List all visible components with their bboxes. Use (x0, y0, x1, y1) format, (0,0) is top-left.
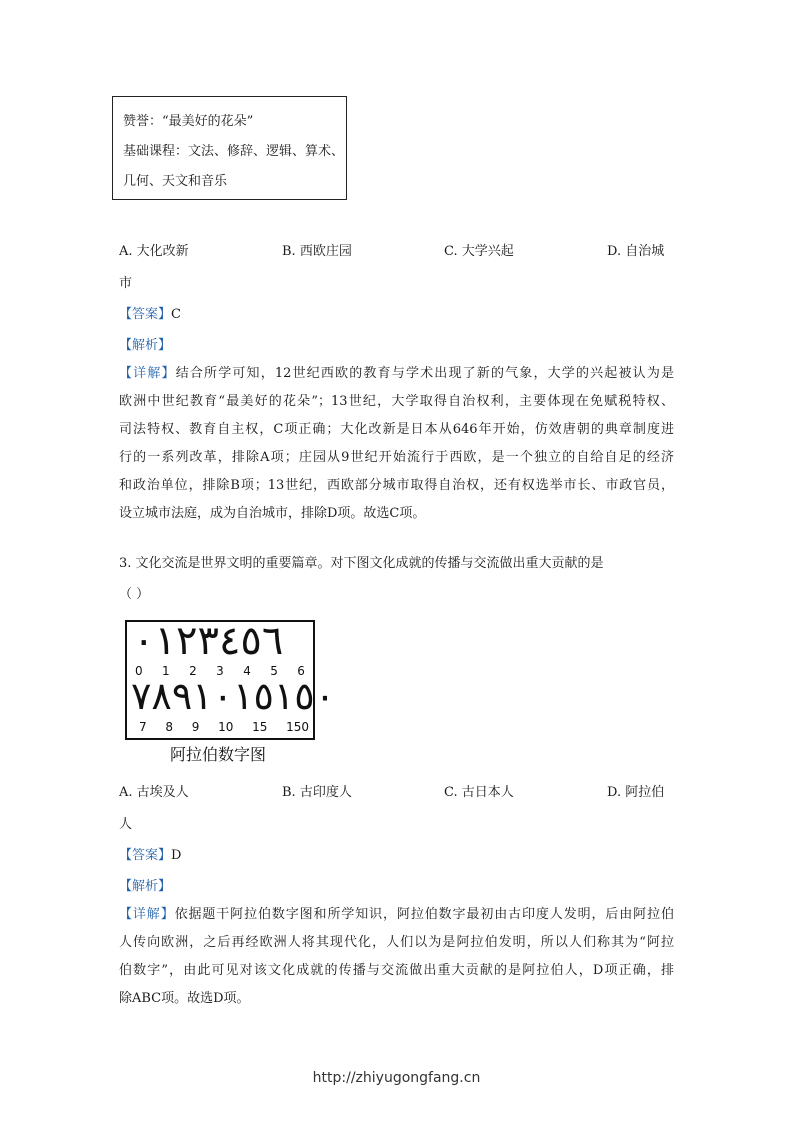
arabic-digits-bottom: ٧٨٩١٠١٥١٥٠ (131, 674, 336, 718)
q3-paren: （ ） (119, 587, 150, 602)
detail-line: 司法特权、教育自主权，C项正确；大化改新是日本从646年开始，仿效唐朝的典章制度进 (119, 422, 674, 437)
detail-line: 欧洲中世纪教育“最美好的花朵”；13世纪，大学取得自治权利，主要体现在免赋税特权、 (119, 394, 674, 409)
q2-option-d: D. 自治城 (607, 244, 665, 259)
box-line-courses-cont: 几何、天文和音乐 (123, 174, 228, 189)
q3-option-a: A. 古埃及人 (119, 785, 189, 800)
answer-value: C (171, 307, 181, 322)
detail-line: 人传向欧洲，之后再经欧洲人将其现代化，人们以为是阿拉伯发明，所以人们称其为“阿拉 (119, 935, 674, 950)
q3-answer (119, 844, 181, 863)
detail-line: 【详解】结合所学可知，12世纪西欧的教育与学术出现了新的气象，大学的兴起被认为是 (119, 366, 674, 381)
western-digits-bottom: 7 8 9 10 15 150 (139, 720, 309, 734)
q2-analysis-tag: 【解析】 (119, 338, 172, 353)
q2-option-a: A. 大化改新 (119, 244, 189, 259)
q3-stem: 3. 文化交流是世界文明的重要篇章。对下图文化成就的传播与交流做出重大贡献的是 (119, 556, 604, 571)
detail-tag: 【详解】 (119, 366, 176, 381)
q3-option-b: B. 古印度人 (282, 785, 352, 800)
q3-analysis-tag: 【解析】 (119, 879, 172, 894)
answer-tag: 【答案】 (119, 307, 172, 322)
answer-value: D (171, 848, 182, 863)
quote-box (112, 96, 347, 200)
q2-detail (119, 360, 674, 528)
q3-option-d: D. 阿拉伯 (607, 785, 665, 800)
q2-option-b: B. 西欧庄园 (282, 244, 352, 259)
answer-tag: 【答案】 (119, 848, 172, 863)
box-line-praise: 赞誉：“最美好的花朵” (123, 114, 254, 129)
box-line-courses: 基础课程：文法、修辞、逻辑、算术、 (123, 144, 345, 159)
detail-line: 行的一系列改革，排除A项；庄园从9世纪开始流行于西欧，是一个独立的自给自足的经济 (119, 450, 674, 465)
figure-caption: 阿拉伯数字图 (170, 745, 267, 764)
q2-option-d-wrap: 市 (119, 276, 133, 291)
q2-option-c: C. 大学兴起 (444, 244, 514, 259)
arabic-digits-top: ٠١٢٣٤٥٦ (133, 618, 284, 664)
arabic-numerals-figure (125, 618, 336, 740)
q3-option-d-wrap: 人 (119, 817, 133, 832)
detail-line: 设立城市法庭，成为自治城市，排除D项。故选C项。 (119, 506, 426, 521)
detail-line: 【详解】依据题干阿拉伯数字图和所学知识，阿拉伯数字最初由古印度人发明，后由阿拉伯 (119, 907, 674, 922)
footer-url[interactable]: http://zhiyugongfang.cn (312, 1070, 481, 1086)
detail-line: 伯数字”，由此可见对该文化成就的传播与交流做出重大贡献的是阿拉伯人，D项正确，排 (119, 963, 674, 978)
q2-answer (119, 303, 181, 322)
detail-line: 和政治单位，排除B项；13世纪，西欧部分城市取得自治权，还有权选举市长、市政官员， (119, 478, 674, 493)
q3-option-c: C. 古日本人 (444, 785, 514, 800)
q3-detail (119, 901, 674, 1013)
western-digits-top: 0 1 2 3 4 5 6 (135, 664, 305, 678)
detail-tag: 【详解】 (119, 907, 175, 922)
detail-line: 除ABC项。故选D项。 (119, 991, 250, 1006)
